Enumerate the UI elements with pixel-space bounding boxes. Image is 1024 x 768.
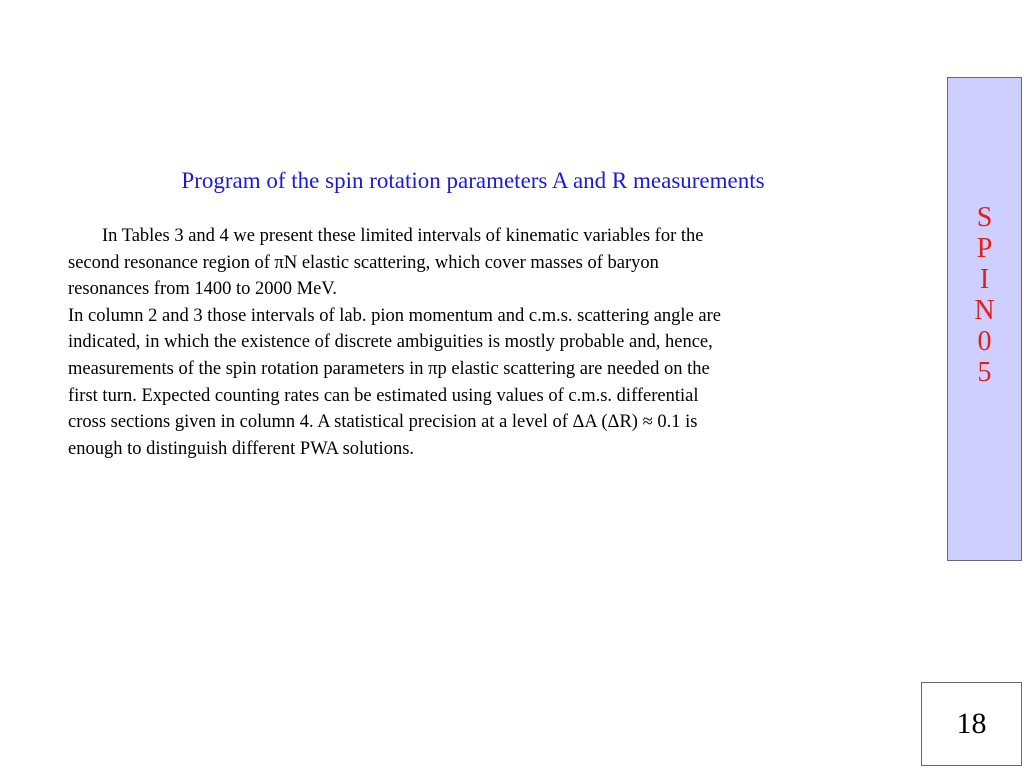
- paragraph-1-line: second resonance region of πN elastic scattering, which cover masses of baryon: [68, 252, 659, 273]
- side-letter: I: [979, 264, 990, 295]
- paragraph-2-line: cross sections given in column 4. A statistical precision at a level of ΔA (ΔR) ≈ 0.1 is: [68, 412, 698, 433]
- paragraph-2-line: measurements of the spin rotation parameters in πp elastic scattering are needed on the: [68, 358, 710, 379]
- side-letter: 0: [977, 326, 992, 357]
- paragraph-2-line: In column 2 and 3 those intervals of lab. pion momentum and c.m.s. scattering angle are: [68, 305, 721, 326]
- spin05-side-panel: [947, 77, 1022, 561]
- page-number: 18: [956, 707, 987, 740]
- side-letter: P: [976, 233, 993, 264]
- side-letter: N: [974, 295, 995, 326]
- body-text: [68, 223, 898, 462]
- paragraph-2-line: enough to distinguish different PWA solutions.: [68, 438, 415, 459]
- paragraph-2-line: first turn. Expected counting rates can be estimated using values of c.m.s. differential: [68, 385, 699, 406]
- paragraph-2-line: indicated, in which the existence of discrete ambiguities is mostly probable and, hence,: [68, 332, 713, 353]
- side-letter: S: [976, 202, 993, 233]
- page-number-box: [921, 682, 1022, 766]
- paragraph-1-line: In Tables 3 and 4 we present these limited intervals of kinematic variables for the: [102, 226, 704, 246]
- paragraph-1-line: resonances from 1400 to 2000 MeV.: [68, 279, 337, 300]
- side-letter: 5: [977, 357, 992, 388]
- side-panel-letters: [948, 202, 1021, 388]
- slide-title: Program of the spin rotation parameters A and R measurements: [181, 168, 765, 193]
